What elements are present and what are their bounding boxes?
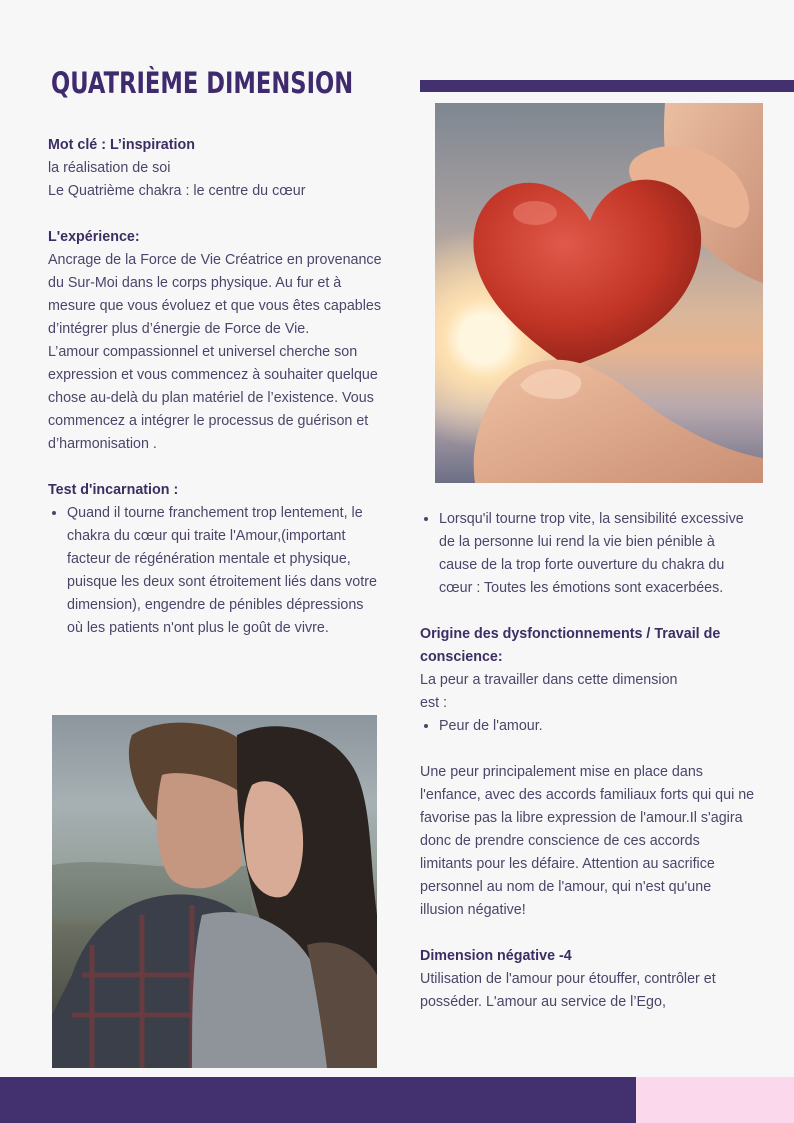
origine-paragraph: Une peur principalement mise en place dans l'enfance, avec des accords familiaux forts qui qui ne favorise pas la libre expression de l'amour.Il s'agira donc de prendre conscience de ces accords limitants pour les défaire. Attention au sacrifice personnel au nom de l'amour, qui n'est qu'une illusion négative! [420, 764, 755, 918]
test-bullet-slow: • Quand il tourne franchement trop lentement, le chakra du cœur qui traite l'Amour,(important facteur de régénération mentale et physique, puisque les deux sont étroitement liés dans votre dimension), engendre de pénibles dépressions où les patients n'ont plus le goût de vivre. [67, 502, 383, 640]
page-title: QUATRIÈME DIMENSION [51, 66, 354, 100]
origine-line-1: La peur a travailler dans cette dimension [420, 672, 678, 688]
experience-heading: L'expérience: [48, 229, 140, 245]
test-list-continued [420, 508, 755, 600]
origine-heading: Origine des dysfonctionnements / Travail de conscience: [420, 626, 721, 665]
top-accent-bar [420, 80, 794, 92]
couple-photo [52, 715, 377, 1068]
couple-illustration [52, 715, 377, 1068]
test-bullet-fast: • Lorsqu'il tourne trop vite, la sensibilité excessive de la personne lui rend la vie bien pénible à cause de la trop forte ouverture du chakra du cœur : Toutes les émotions sont exacerbées. [439, 508, 755, 600]
origine-bullet: • Peur de l'amour. [439, 715, 755, 738]
test-list [48, 502, 383, 640]
heart-photo [435, 103, 763, 483]
left-column [48, 134, 383, 640]
experience-paragraph-1: Ancrage de la Force de Vie Créatrice en provenance du Sur-Moi dans le corps physique. Au fur et à mesure que vous évoluez et que vous êtes capables d’intégrer plus d’énergie de Force de Vie. [48, 252, 382, 337]
bottom-accent-bar [0, 1077, 636, 1123]
keyword-line: Mot clé : L’inspiration [48, 137, 195, 153]
heart-illustration [435, 103, 763, 483]
negative-paragraph: Utilisation de l'amour pour étouffer, contrôler et posséder. L'amour au service de l’Ego, [420, 971, 716, 1010]
origine-list [420, 715, 755, 738]
origine-line-2: est : [420, 695, 448, 711]
bottom-pink-block [636, 1077, 794, 1123]
test-heading: Test d'incarnation : [48, 482, 179, 498]
intro-line-3: Le Quatrième chakra : le centre du cœur [48, 183, 306, 199]
intro-line-2: la réalisation de soi [48, 160, 171, 176]
experience-paragraph-2: L’amour compassionnel et universel cherche son expression et vous commencez à souhaiter quelque chose au-delà du plan matériel de l’existence. Vous commencez a intégrer le processus de guérison et d’harmonisation . [48, 344, 378, 452]
negative-heading: Dimension négative -4 [420, 948, 572, 964]
right-column [420, 508, 755, 1014]
